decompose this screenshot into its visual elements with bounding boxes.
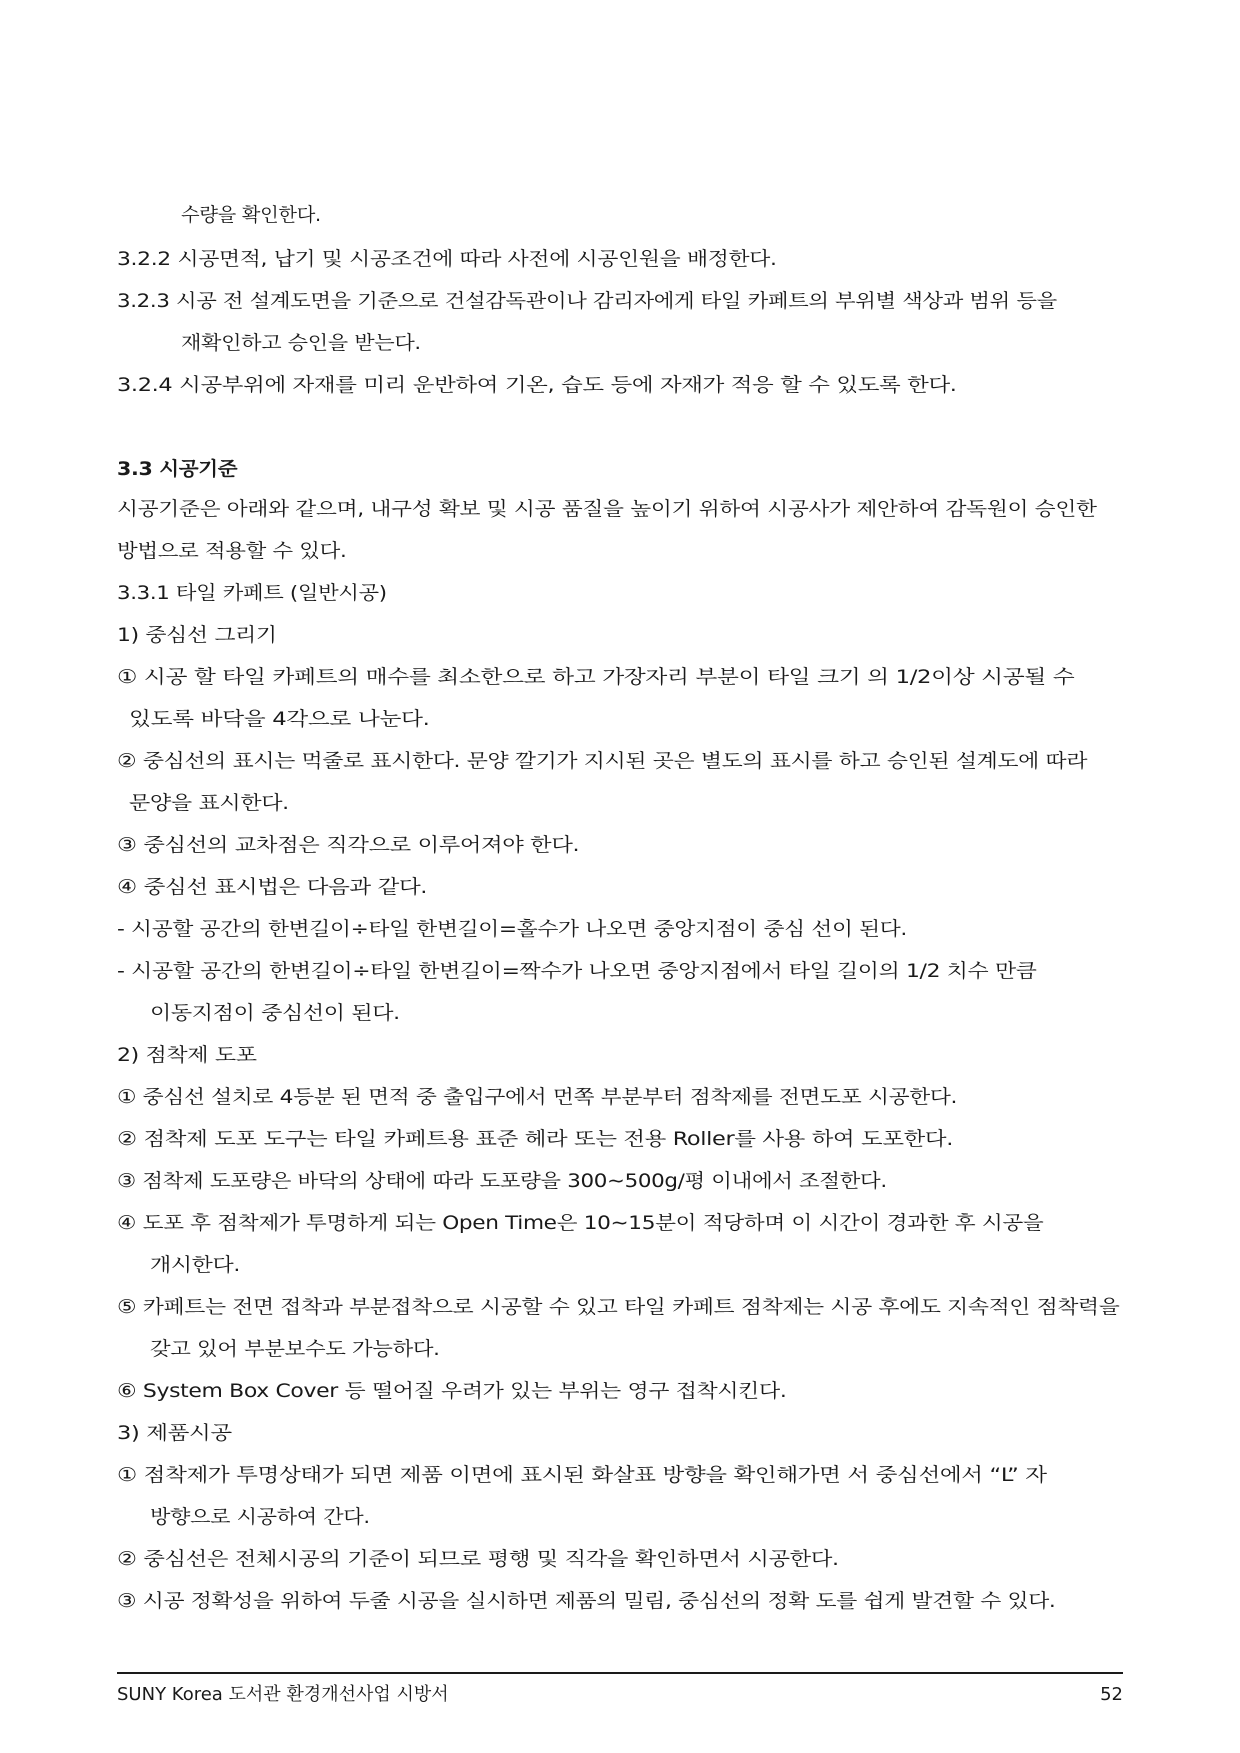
text-line: 시공기준은 아래와 같으며, 내구성 확보 및 시공 품질을 높이기 위하여 시공사가 제안하여 감독원이 승인한 <box>117 498 1097 520</box>
subsection-heading: 3.3.1 타일 카페트 (일반시공) <box>117 582 387 604</box>
page-number: 52 <box>1100 1684 1123 1705</box>
list-item: ④ 중심선 표시법은 다음과 같다. <box>117 876 428 898</box>
list-item: ⑥ System Box Cover 등 떨어질 우려가 있는 부위는 영구 접착시킨다. <box>117 1380 787 1402</box>
text-line: 3.2.3 시공 전 설계도면을 기준으로 건설감독관이나 감리자에게 타일 카페트의 부위별 색상과 범위 등을 <box>117 290 1057 312</box>
list-item: ② 중심선의 표시는 먹줄로 표시한다. 문양 깔기가 지시된 곳은 별도의 표시를 하고 승인된 설계도에 따라 <box>117 750 1088 772</box>
list-item: ④ 도포 후 점착제가 투명하게 되는 Open Time은 10∼15분이 적당하며 이 시간이 경과한 후 시공을 <box>117 1212 1044 1234</box>
list-item-continuation: 문양을 표시한다. <box>129 792 289 814</box>
text-line: 수량을 확인한다. <box>181 204 321 226</box>
text-line: 방법으로 적용할 수 있다. <box>117 540 347 562</box>
list-heading: 1) 중심선 그리기 <box>117 624 277 646</box>
list-heading: 3) 제품시공 <box>117 1422 232 1444</box>
text-line: 3.2.2 시공면적, 납기 및 시공조건에 따라 사전에 시공인원을 배정한다. <box>117 248 777 270</box>
bullet-item: - 시공할 공간의 한변길이÷타일 한변길이=짝수가 나오면 중앙지점에서 타일 길이의 1/2 치수 만큼 <box>117 960 1037 982</box>
list-item-continuation: 갖고 있어 부분보수도 가능하다. <box>150 1338 440 1360</box>
list-item: ③ 점착제 도포량은 바닥의 상태에 따라 도포량을 300∼500g/평 이내에서 조절한다. <box>117 1170 887 1192</box>
list-item: ② 점착제 도포 도구는 타일 카페트용 표준 헤라 또는 전용 Roller를 사용 하여 도포한다. <box>117 1128 953 1150</box>
list-item-continuation: 있도록 바닥을 4각으로 나눈다. <box>129 708 430 730</box>
list-item-continuation: 방향으로 시공하여 간다. <box>150 1506 370 1528</box>
section-heading: 3.3 시공기준 <box>117 458 238 480</box>
list-item: ① 시공 할 타일 카페트의 매수를 최소한으로 하고 가장자리 부분이 타일 크기 의 1/2이상 시공될 수 <box>117 666 1075 688</box>
list-item: ② 중심선은 전체시공의 기준이 되므로 평행 및 직각을 확인하면서 시공한다. <box>117 1548 839 1570</box>
list-item: ⑤ 카페트는 전면 접착과 부분접착으로 시공할 수 있고 타일 카페트 점착제는 시공 후에도 지속적인 점착력을 <box>117 1296 1120 1318</box>
list-heading: 2) 점착제 도포 <box>117 1044 257 1066</box>
list-item: ③ 시공 정확성을 위하여 두줄 시공을 실시하면 제품의 밀림, 중심선의 정확 도를 쉽게 발견할 수 있다. <box>117 1590 1056 1612</box>
text-line: 재확인하고 승인을 받는다. <box>181 332 421 354</box>
footer-title: SUNY Korea 도서관 환경개선사업 시방서 <box>117 1684 449 1705</box>
bullet-item-continuation: 이동지점이 중심선이 된다. <box>150 1002 400 1024</box>
list-item-continuation: 개시한다. <box>150 1254 240 1276</box>
list-item: ③ 중심선의 교차점은 직각으로 이루어져야 한다. <box>117 834 580 856</box>
text-line: 3.2.4 시공부위에 자재를 미리 운반하여 기온, 습도 등에 자재가 적응 할 수 있도록 한다. <box>117 374 957 396</box>
bullet-item: - 시공할 공간의 한변길이÷타일 한변길이=홀수가 나오면 중앙지점이 중심 선이 된다. <box>117 918 908 940</box>
list-item: ① 점착제가 투명상태가 되면 제품 이면에 표시된 화살표 방향을 확인해가면 서 중심선에서 “L” 자 <box>117 1464 1047 1486</box>
footer-divider <box>117 1672 1123 1674</box>
list-item: ① 중심선 설치로 4등분 된 면적 중 출입구에서 먼쪽 부분부터 점착제를 전면도포 시공한다. <box>117 1086 958 1108</box>
